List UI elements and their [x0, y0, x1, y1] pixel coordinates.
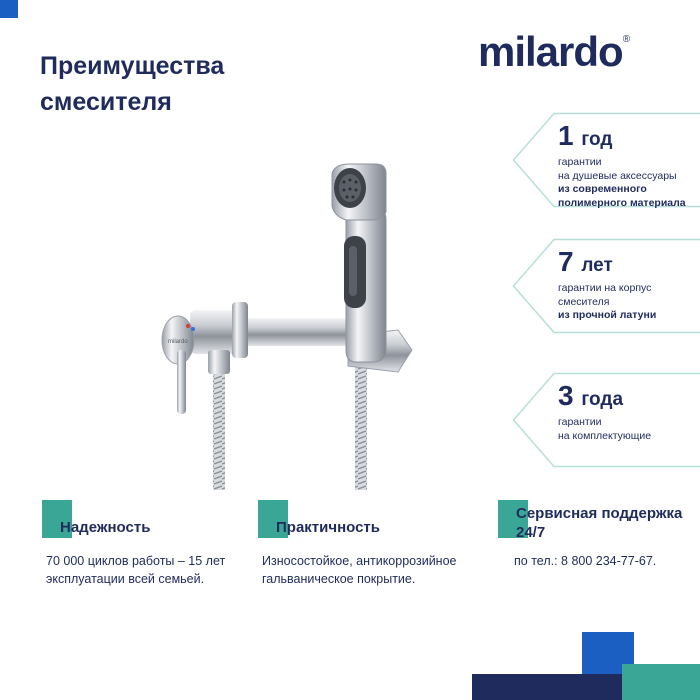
brand-logo: [478, 28, 629, 76]
badge-value: 7 лет: [558, 246, 613, 277]
faucet-product-image: [150, 150, 430, 490]
wall-flange: [232, 302, 248, 358]
corner-accent-square: [0, 0, 18, 18]
faucet-label: milardo: [168, 339, 188, 345]
decor-teal-block: [622, 664, 700, 700]
feature-title: Сервисная поддержка 24/7: [516, 505, 683, 541]
hose-connector: [208, 350, 230, 374]
lever-handle: [177, 350, 186, 414]
feature-text: Износостойкое, антикоррозийное гальваническое покрытие.: [262, 554, 457, 586]
badge-value: 1 год: [558, 120, 613, 151]
mixer-body: [190, 310, 238, 354]
cold-dot: [191, 327, 195, 331]
brand-logo-text: milardo: [478, 28, 623, 75]
warranty-badge-accessories: [512, 112, 700, 208]
warranty-badge-body: [512, 238, 700, 334]
page-title-line-2: смесителя: [40, 88, 172, 116]
feature-title: Надежность: [60, 519, 151, 536]
supply-hose: [213, 365, 225, 490]
feature-text: 70 000 циклов работы – 15 лет эксплуатации всей семьей.: [46, 554, 226, 586]
page-title-line-1: Преимущества: [40, 52, 225, 80]
badge-description: гарантии на комплектующие: [558, 416, 652, 442]
registered-mark: ®: [622, 34, 630, 45]
badge-value: 3 года: [558, 380, 624, 411]
hot-dot: [186, 324, 190, 328]
warranty-badge-components: [512, 372, 700, 468]
feature-title: Практичность: [276, 519, 381, 536]
feature-text: по тел.: 8 800 234-77-67.: [514, 554, 657, 568]
page-title: [40, 48, 300, 120]
shower-hose: [355, 360, 367, 490]
badge-description: гарантии на корпус смесителя из прочной латуни: [558, 282, 657, 321]
badge-description: гарантии на душевые аксессуары из современного полимерного материала: [558, 156, 686, 209]
